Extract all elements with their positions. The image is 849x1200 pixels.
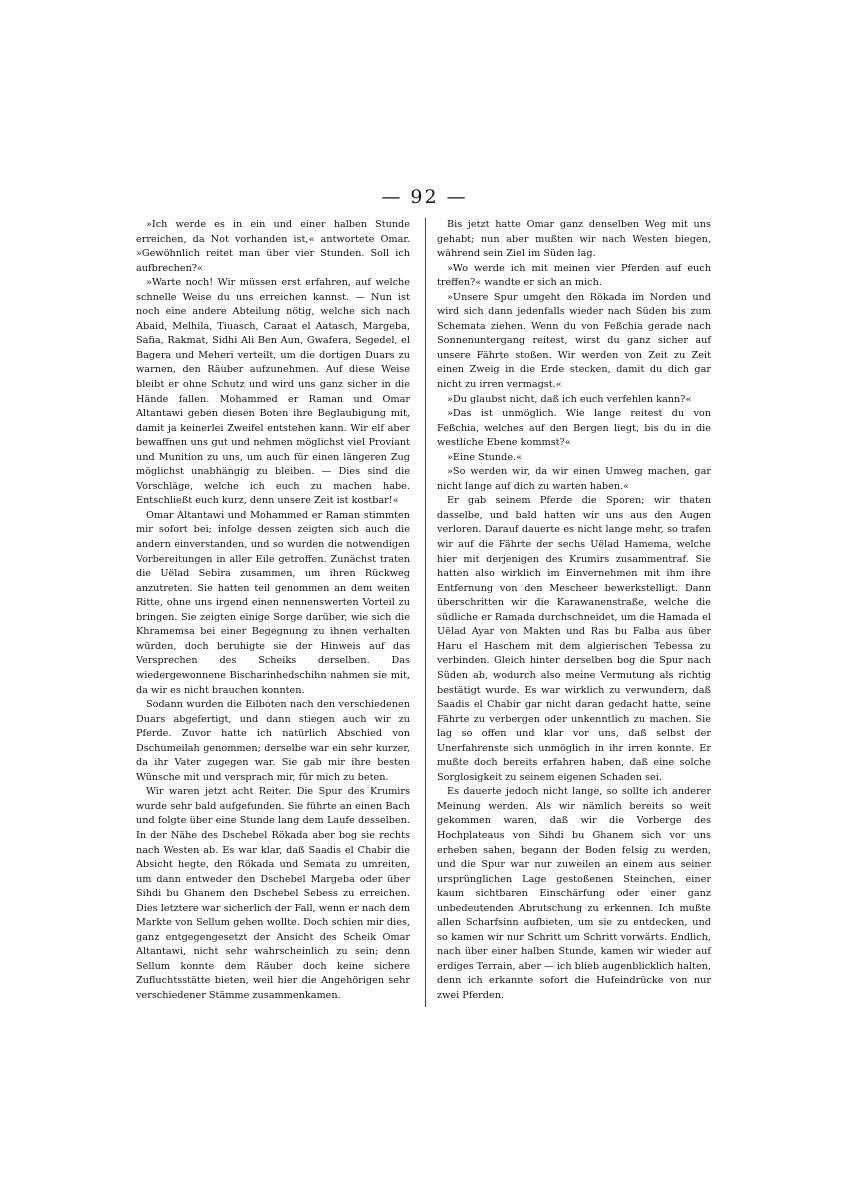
paragraph: Bis jetzt hatte Omar ganz denselben Weg mit uns gehabt; nun aber mußten wir nach Westen biegen, während sein Ziel im Süden lag.: [437, 219, 711, 260]
paragraph: »Das ist unmöglich. Wie lange reitest du von Feßchia, welches auf den Bergen liegt, bis du in die westliche Ebene kommst?«: [437, 408, 711, 449]
page-number: — 92 —: [381, 186, 468, 208]
paragraph: »So werden wir, da wir einen Umweg machen, gar nicht lange auf dich zu warten haben.«: [437, 466, 711, 492]
paragraph: Omar Altantawi und Mohammed er Raman stimmten mir sofort bei; infolge dessen zeigten sich auch die andern einverstanden, und so wurden die notwendigen Vorbereitungen in aller Eile getroffen. Zunächst traten die Uëlad Sebira zusammen, um ihren Rückweg anzutreten. Sie hatten teil genommen an dem weiten Ritte, ohne uns irgend einen nennenswerten Vorteil zu bringen. Sie zeigten einige Sorge darüber, wie sich die Khramemsa bei einer Begegnung zu ihnen verhalten würden, doch beruhigte sie der Hinweis auf das Versprechen des Scheiks derselben. Das wiedergewonnene Bischarinhedschihn nahmen sie mit, da wir es nicht brauchen konnten.: [136, 509, 410, 696]
paragraph: »Du glaubst nicht, daß ich euch verfehlen kann?«: [447, 393, 692, 405]
paragraph: Er gab seinem Pferde die Sporen; wir thaten dasselbe, und bald hatten wir uns aus den Augen verloren. Darauf dauerte es nicht lange mehr, so trafen wir auf die Fährte der sechs Uëlad Hamema, welche hier mit derjenigen des Krumirs zusammentraf. Sie hatten also wirklich im Einvernehmen mit ihm ihre Entfernung von den Mescheer bewerkstelligt. Dann überschritten wir die Karawanenstraße, welche die südliche er Ramada durchschneidet, um die Hamada el Uëlad Ayar von Makten und Ras bu Falba aus über Haru el Haschem mit dem algierischen Tebessa zu verbinden. Gleich hinter derselben bog die Spur nach Süden ab, wodurch also meine Vermutung als richtig bestätigt wurde. Es war wirklich zu verwundern, daß Saadis el Chabir gar nicht daran gedacht hatte, seine Fährte zu verbergen oder unkenntlich zu machen. Sie lag so offen und klar vor uns, daß selbst der Unerfahrenste sich unmöglich in ihr irren konnte. Er mußte doch bereits erfahren haben, daß eine solche Sorglosigkeit zu seinem eigenen Schaden sei.: [437, 495, 711, 783]
paragraph: »Ich werde es in ein und einer halben Stunde erreichen, da Not vorhanden ist,« antwortete Omar. »Gewöhnlich reitet man über vier Stunden. Soll ich aufbrechen?«: [136, 219, 410, 274]
paragraph: »Unsere Spur umgeht den Rökada im Norden und wird sich dann jedenfalls wieder nach Süden bis zum Schemata ziehen. Wenn du von Feßchia gerade nach Sonnenuntergang reitest, wirst du ganz sicher auf unsere Fährte stoßen. Wir werden von Zeit zu Zeit einen Zweig in die Erde stecken, damit du dich gar nicht zu irren vermagst.«: [437, 291, 711, 391]
paragraph: »Warte noch! Wir müssen erst erfahren, auf welche schnelle Weise du uns erreichen kannst. — Nun ist noch eine andere Abteilung nötig, welche sich nach Abaid, Melhila, Tiuasch, Caraat el Aatasch, Margeba, Safia, Rakmat, Sidhi Ali Ben Aun, Gwafera, Segedel, el Bagera und Meheri verteilt, um die dortigen Duars zu warnen, den Räuber aufzunehmen. Auf diese Weise bleibt er ohne Schutz und wird uns ganz sicher in die Hände fallen. Mohammed er Raman und Omar Altantawi geben diesen Boten ihre Beglaubigung mit, damit ja keinerlei Zweifel entstehen kann. Wir elf aber bewaffnen uns gut und nehmen möglichst viel Proviant und Munition zu uns, um auch für einen längeren Zug möglichst unabhängig zu bleiben. — Dies sind die Vorschläge, welche ich euch zu machen habe. Entschließt euch kurz, denn unsere Zeit ist kostbar!«: [136, 277, 410, 507]
paragraph: Sodann wurden die Eilboten nach den verschiedenen Duars abgefertigt, und dann stiegen auch wir zu Pferde. Zuvor hatte ich natürlich Abschied von Dschumeilah genommen; derselbe war ein sehr kurzer, da ihr Vater zugegen war. Sie gab mir ihre besten Wünsche mit und versprach mir, für mich zu beten.: [136, 699, 410, 783]
right-column: [437, 218, 711, 1004]
left-column: [136, 218, 410, 1004]
paragraph: »Eine Stunde.«: [447, 451, 523, 463]
paragraph: Wir waren jetzt acht Reiter. Die Spur des Krumirs wurde sehr bald aufgefunden. Sie führte an einen Bach und folgte über eine Stunde lang dem Laufe desselben. In der Nähe des Dschebel Rökada aber bog sie rechts nach Westen ab. Es war klar, daß Saadis el Chabir die Absicht hegte, den Rökada und Semata zu umreiten, um dann entweder den Dschebel Margeba oder über Sihdi bu Ghanem den Dschebel Sebess zu erreichen. Dies letztere war sicherlich der Fall, wenn er nach dem Markte von Sellum gehen wollte. Doch schien mir dies, ganz entgegengesetzt der Ansicht des Scheik Omar Altantawi, nicht sehr wahrscheinlich zu sein; denn Sellum konnte dem Räuber doch keine sichere Zufluchtsstätte bieten, weil hier die Angehörigen sehr verschiedener Stämme zusammenkamen.: [136, 786, 410, 1001]
paragraph: Es dauerte jedoch nicht lange, so sollte ich anderer Meinung werden. Als wir nämlich bereits so weit gekommen waren, daß wir die Vorberge des Hochplateaus von Sihdi bu Ghanem sich vor uns erheben sahen, begann der Boden felsig zu werden, und die Spur war nur zuweilen an einem aus seiner ursprünglichen Lage gestoßenen Steinchen, einer kaum sichtbaren Einschärfung oder einer ganz unbedeutenden Abrutschung zu erkennen. Ich mußte allen Scharfsinn aufbieten, um sie zu entdecken, und so kamen wir nur Schritt um Schritt vorwärts. Endlich, nach über einer halben Stunde, kamen wir wieder auf erdiges Terrain, aber — ich blieb augenblicklich halten, denn ich erkannte sofort die Hufeindrücke von nur zwei Pferden.: [437, 786, 711, 1001]
column-divider: [425, 218, 426, 1007]
paragraph: »Wo werde ich mit meinen vier Pferden auf euch treffen?« wandte er sich an mich.: [437, 262, 711, 289]
